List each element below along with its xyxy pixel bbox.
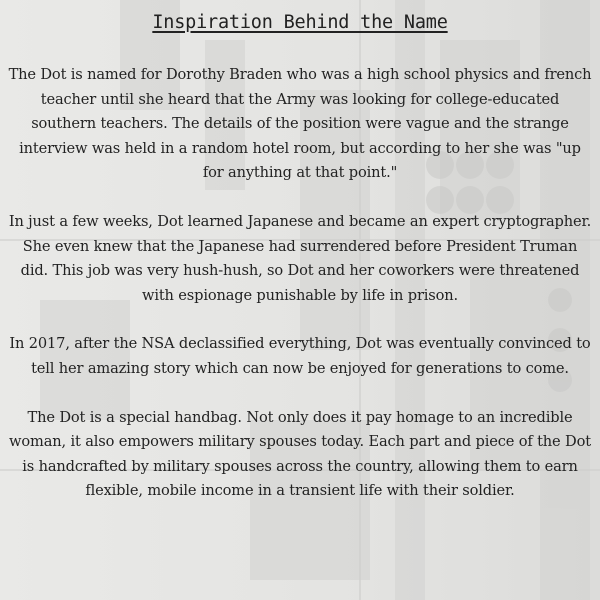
paragraph-cryptographer: In just a few weeks, Dot learned Japanese and became an expert cryptographer. She even knew that the Japanese had surrendered before President Truman did. This job was very hush-hush, so Dot and her coworkers were threatened with espionage punishable by life in prison.: [8, 212, 592, 304]
page-title: Inspiration Behind the Name: [152, 12, 448, 33]
paragraph-declassified: In 2017, after the NSA declassified everything, Dot was eventually convinced to tell her amazing story which can now be enjoyed for generations to come.: [9, 335, 591, 377]
paragraph-origin: The Dot is named for Dorothy Braden who was a high school physics and french teacher until she heard that the Army was looking for college-educated southern teachers. The details of the position were vague and the strange interview was held in a random hotel room, but according to her she was "up for anything at that point.": [8, 66, 592, 182]
paragraph-handbag: The Dot is a special handbag. Not only does it pay homage to an incredible woman, it also empowers military spouses today. Each part and piece of the Dot is handcrafted by military spouses across the country, allowing them to earn flexible, mobile income in a transient life with their soldier.: [9, 408, 591, 500]
